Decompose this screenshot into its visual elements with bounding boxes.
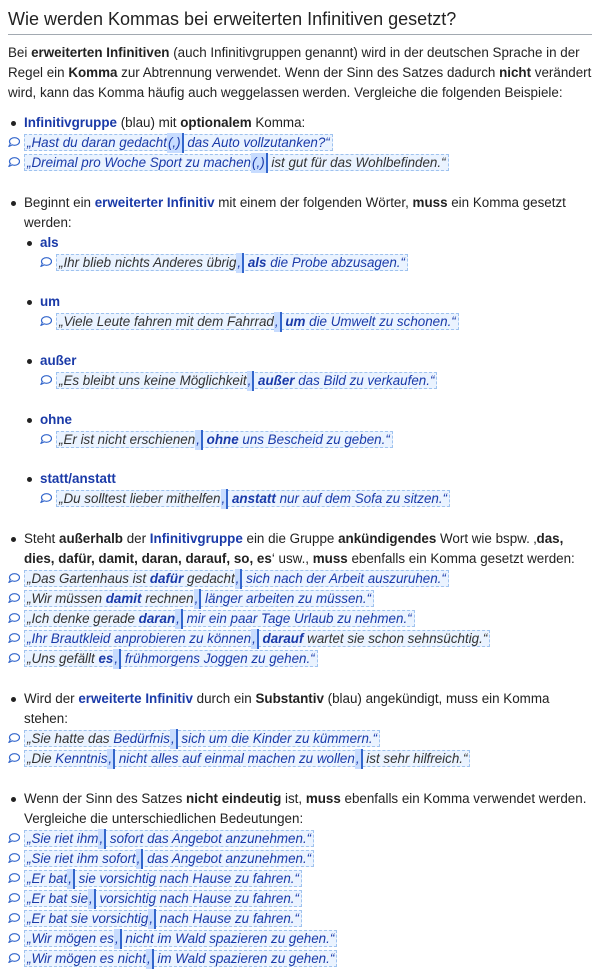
trigger-word: ohne (40, 412, 72, 427)
comma-mark: , (114, 929, 122, 949)
comment-icon (8, 733, 20, 743)
rule-optional-comma (8, 113, 592, 173)
keyword: Infinitivgruppe (24, 115, 117, 130)
rule-text: Steht (24, 531, 59, 546)
rule-text: Beginnt ein (24, 195, 95, 210)
comment-icon (40, 375, 52, 385)
example-quote: „Dreimal pro Woche Sport zu machen(,) ist gut für das Wohlbefinden.“ (24, 154, 449, 171)
rule-bold: muss (412, 195, 448, 210)
example-quote: „Ich denke gerade daran, mir ein paar Tage Urlaub zu nehmen.“ (24, 610, 415, 627)
comma-mark: , (251, 629, 259, 649)
example (8, 749, 592, 769)
trigger-word-list (24, 233, 592, 509)
example (40, 253, 592, 273)
rule-text: ist, (281, 791, 306, 806)
trigger-word: außer (40, 353, 77, 368)
comment-icon (8, 753, 20, 763)
intro-text: verändert wird, kann das Komma häufig auch weggelassen werden. Vergleiche die folgenden Beispiele: (8, 65, 592, 100)
example-quote: „Wir mögen es nicht, im Wald spazieren zu gehen.“ (24, 950, 337, 967)
comment-icon (8, 853, 20, 863)
example (8, 729, 592, 749)
comma-mark: (,) (251, 153, 268, 173)
rule-text: (blau) mit (116, 115, 181, 130)
keyword: erweiterter Infinitiv (94, 195, 215, 210)
comment-icon (8, 653, 20, 663)
rule-text: Komma: (251, 115, 306, 130)
comma-mark: , (148, 909, 156, 929)
rule-text: ebenfalls ein Komma gesetzt werden: (347, 551, 575, 566)
trigger-word: um (40, 294, 61, 309)
rule-text: ebenfalls ein Komma verwendet werden. Vergleiche die unterschiedlichen Bedeutungen: (24, 791, 587, 826)
comment-icon (40, 316, 52, 326)
rule-noun-announcement (8, 689, 592, 769)
comment-icon (8, 573, 20, 583)
rule-announcing-word (8, 529, 592, 669)
intro-bold: erweiterten Infinitiven (31, 45, 170, 60)
keyword: erweiterte Infinitiv (78, 691, 193, 706)
example (8, 929, 592, 949)
intro-text: Bei (8, 45, 32, 60)
comma-mark: , (136, 849, 144, 869)
rule-bold: Substantiv (255, 691, 324, 706)
example (8, 949, 592, 969)
rule-bold: muss (312, 551, 348, 566)
rule-bold: optionalem (180, 115, 252, 130)
trigger-word: als (40, 235, 59, 250)
trigger-word-item (24, 233, 592, 273)
rule-ambiguous-meaning (8, 789, 592, 969)
comment-icon (8, 593, 20, 603)
rule-bold: muss (305, 791, 341, 806)
example (8, 869, 592, 889)
rule-text: durch ein (192, 691, 256, 706)
intro-bold: Komma (68, 65, 118, 80)
trigger-word-item (24, 292, 592, 332)
rule-bold: außerhalb (59, 531, 123, 546)
comma-mark: , (175, 609, 183, 629)
rule-text: ein die Gruppe (242, 531, 339, 546)
comment-icon (8, 633, 20, 643)
example (8, 133, 592, 153)
example (40, 430, 592, 450)
example-quote: „Er bat sie vorsichtig, nach Hause zu fahren.“ (24, 910, 302, 927)
intro-bold: nicht (499, 65, 532, 80)
comment-icon (40, 257, 52, 267)
example (8, 829, 592, 849)
comma-mark: , (235, 569, 243, 589)
example-quote: „Hast du daran gedacht(,) das Auto vollzutanken?“ (24, 134, 333, 151)
comment-icon (8, 913, 20, 923)
example-quote: „Er ist nicht erschienen, ohne uns Bescheid zu geben.“ (56, 431, 393, 448)
example-quote: „Es bleibt uns keine Möglichkeit, außer das Bild zu verkaufen.“ (56, 372, 437, 389)
comment-icon (8, 833, 20, 843)
comment-icon (40, 493, 52, 503)
rules-list (8, 113, 592, 969)
comma-mark: , (170, 729, 178, 749)
rule-text: Wird der (24, 691, 79, 706)
rule-text: (blau) angekündigt, muss ein Komma stehen: (24, 691, 550, 726)
example-quote: „Das Gartenhaus ist dafür gedacht, sich nach der Arbeit auszuruhen.“ (24, 570, 449, 587)
comma-mark: , (195, 430, 203, 450)
intro-text: (auch Infinitivgruppen genannt) wird in der deutschen Sprache in der Regel ein (8, 45, 580, 80)
comma-mark: (,) (167, 133, 184, 153)
trigger-word: statt/anstatt (40, 471, 116, 486)
example-quote: „Ihr Brautkleid anprobieren zu können, darauf wartet sie schon sehnsüchtig.“ (24, 630, 490, 647)
comment-icon (40, 434, 52, 444)
example (8, 849, 592, 869)
comma-mark: , (113, 649, 121, 669)
rule-text: Wort wie bspw. ‚ (436, 531, 537, 546)
example-quote: „Sie riet ihm sofort, das Angebot anzunehmen.“ (24, 850, 314, 867)
comment-icon (8, 953, 20, 963)
example (8, 629, 592, 649)
comment-icon (8, 137, 20, 147)
keyword: Infinitivgruppe (149, 531, 243, 546)
comma-mark: , (221, 489, 229, 509)
page-title: Wie werden Kommas bei erweiterten Infinitiven gesetzt? (8, 8, 592, 35)
comma-mark: , (274, 312, 282, 332)
comma-mark: , (67, 869, 75, 889)
comma-mark: , (236, 253, 244, 273)
comma-mark: , (107, 749, 115, 769)
comma-mark: , (247, 371, 255, 391)
comment-icon (8, 893, 20, 903)
example (8, 649, 592, 669)
comma-mark: , (88, 889, 96, 909)
example (40, 312, 592, 332)
example (8, 889, 592, 909)
trigger-word-item (24, 410, 592, 450)
rule-required-words (8, 193, 592, 509)
intro-text: zur Abtrennung verwendet. Wenn der Sinn des Satzes dadurch (117, 65, 500, 80)
example (40, 489, 592, 509)
example (8, 909, 592, 929)
rule-bold: nicht eindeutig (186, 791, 282, 806)
comment-icon (8, 873, 20, 883)
rule-text: mit einem der folgenden Wörter, (214, 195, 413, 210)
example-quote: „Wir müssen damit rechnen, länger arbeiten zu müssen.“ (24, 590, 374, 607)
rule-bold: das, dies, dafür, damit, daran, darauf, so, es (24, 531, 564, 566)
intro-paragraph (8, 43, 592, 103)
comment-icon (8, 933, 20, 943)
example-quote: „Er bat, sie vorsichtig nach Hause zu fahren.“ (24, 870, 302, 887)
rule-text: Wenn der Sinn des Satzes (24, 791, 187, 806)
trigger-word-item (24, 351, 592, 391)
example-quote: „Uns gefällt es, frühmorgens Joggen zu gehen.“ (24, 650, 318, 667)
example-quote: „Die Kenntnis, nicht alles auf einmal machen zu wollen, ist sehr hilfreich.“ (24, 750, 470, 767)
comment-icon (8, 157, 20, 167)
rule-text: ein Komma gesetzt werden: (24, 195, 566, 230)
comma-mark: , (194, 589, 202, 609)
rule-text: der (123, 531, 150, 546)
comma-mark: , (355, 749, 363, 769)
example-quote: „Ihr blieb nichts Anderes übrig, als die Probe abzusagen.“ (56, 254, 408, 271)
example-quote: „Du solltest lieber mithelfen, anstatt nur auf dem Sofa zu sitzen.“ (56, 490, 450, 507)
example (8, 153, 592, 173)
example (40, 371, 592, 391)
comma-mark: , (146, 949, 154, 969)
example-quote: „Sie hatte das Bedürfnis, sich um die Kinder zu kümmern.“ (24, 730, 380, 747)
comma-mark: , (98, 829, 106, 849)
example-quote: „Wir mögen es, nicht im Wald spazieren zu gehen.“ (24, 930, 337, 947)
example-quote: „Viele Leute fahren mit dem Fahrrad, um die Umwelt zu schonen.“ (56, 313, 459, 330)
rule-text: ‘ usw., (271, 551, 313, 566)
example (8, 609, 592, 629)
trigger-word-item (24, 469, 592, 509)
example (8, 569, 592, 589)
example-quote: „Er bat sie, vorsichtig nach Hause zu fahren.“ (24, 890, 302, 907)
example-quote: „Sie riet ihm, sofort das Angebot anzunehmen.“ (24, 830, 314, 847)
example (8, 589, 592, 609)
comment-icon (8, 613, 20, 623)
rule-bold: ankündigendes (338, 531, 437, 546)
